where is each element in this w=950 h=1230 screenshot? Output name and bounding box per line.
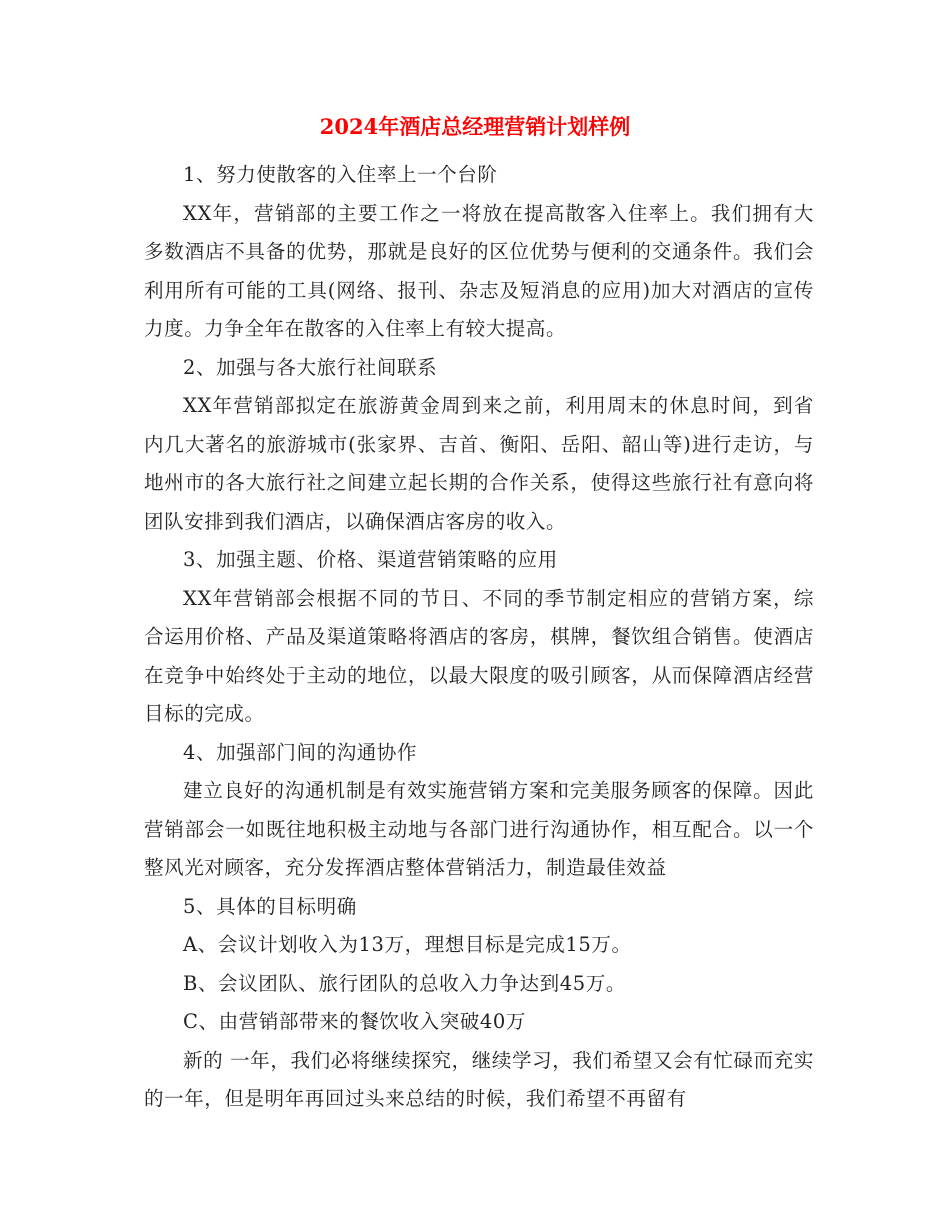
paragraph-4: 建立良好的沟通机制是有效实施营销方案和完美服务顾客的保障。因此营销部会一如既往地积极主动地与各部门进行沟通协作，相互配合。以一个整风光对顾客，充分发挥酒店整体营销活力，制造最佳效益 [144, 779, 814, 879]
goal-item-c: C、由营销部带来的餐饮收入突破40万 [183, 1010, 527, 1033]
section-heading-2: 2、加强与各大旅行社间联系 [183, 355, 438, 379]
paragraph-3: XX年营销部会根据不同的节日、不同的季节制定相应的营销方案，综合运用价格、产品及渠道策略将酒店的客房，棋牌，餐饮组合销售。使酒店在竞争中始终处于主动的地位，以最大限度的吸引顾客，从而保障酒店经营目标的完成。 [144, 586, 814, 725]
goal-item-b: B、会议团队、旅行团队的总收入力争达到45万。 [183, 971, 626, 995]
paragraph-2: XX年营销部拟定在旅游黄金周到来之前，利用周末的休息时间，到省内几大著名的旅游城市(张家界、吉首、衡阳、岳阳、韶山等)进行走访，与地州市的各大旅行社之间建立起长期的合作关系，使得这些旅行社有意向将团队安排到我们酒店，以确保酒店客房的收入。 [144, 394, 814, 533]
document-body [144, 156, 814, 1119]
section-heading-5: 5、具体的目标明确 [183, 894, 357, 918]
closing-paragraph: 新的 一年，我们必将继续探究，继续学习，我们希望又会有忙碌而充实的一年，但是明年再回过头来总结的时候，我们希望不再留有 [144, 1048, 814, 1110]
section-heading-1: 1、努力使散客的入住率上一个台阶 [183, 163, 498, 186]
section-heading-4: 4、加强部门间的沟通协作 [183, 740, 418, 764]
document-title: 2024年酒店总经理营销计划样例 [319, 114, 631, 139]
section-heading-3: 3、加强主题、价格、渠道营销策略的应用 [183, 548, 558, 571]
goal-item-a: A、会议计划收入为13万，理想目标是完成15万。 [183, 933, 632, 956]
paragraph-1: XX年，营销部的主要工作之一将放在提高散客入住率上。我们拥有大多数酒店不具备的优势，那就是良好的区位优势与便利的交通条件。我们会利用所有可能的工具(网络、报刊、杂志及短消息的应用)加大对酒店的宣传力度。力争全年在散客的入住率上有较大提高。 [144, 201, 814, 340]
